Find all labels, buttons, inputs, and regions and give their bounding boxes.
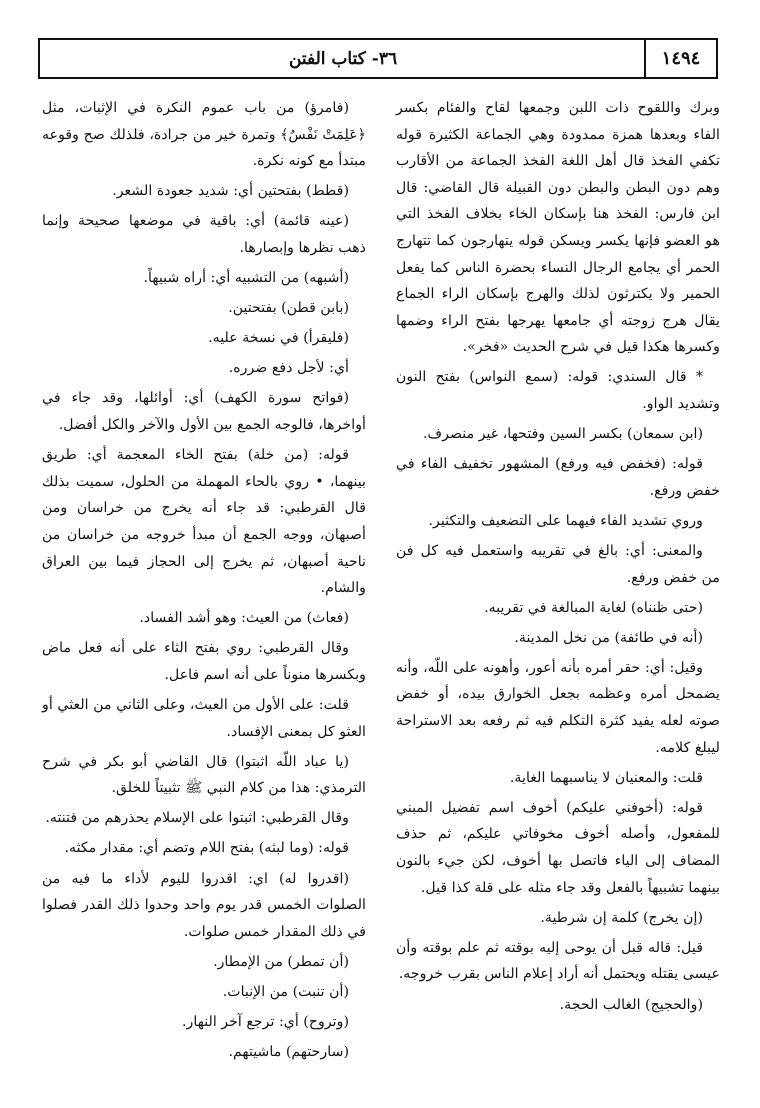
page-header — [38, 38, 718, 79]
paragraph: (قطط) بفتحتين أي: شديد جعودة الشعر. — [112, 183, 349, 200]
paragraph: (إن يخرج) كلمة إن شرطية. — [540, 909, 703, 926]
paragraph: وقال القرطبي: روي بفتح الثاء على أنه فعل ماض وبكسرها منوناً على أنه اسم فاعل. — [42, 640, 366, 683]
paragraph: (فليقرأ) في نسخة عليه. — [208, 330, 349, 347]
paragraph: (عينه قائمة) أي: باقية في موضعها صحيحة وإنما ذهب نظرها وإبصارها. — [42, 213, 366, 256]
paragraph: قوله: (فخفض فيه ورفع) المشهور تخفيف الفاء في خفض ورفع. — [396, 456, 720, 499]
paragraph: وقال القرطبي: اثبتوا على الإسلام يحذرهم من فتنته. — [45, 810, 349, 827]
paragraph: والمعنى: أي: بالغ في تقريبه واستعمل فيه كل فن من خفض ورفع. — [396, 543, 720, 586]
paragraph: (أنه في طائفة) من نخل المدينة. — [514, 629, 703, 646]
paragraph: (بابن قطن) بفتحتين. — [228, 300, 349, 317]
paragraph: (فواتح سورة الكهف) أي: أوائلها، وقد جاء في أواخرها، فالوجه الجمع بين الأول والآخر والكل أفضل. — [42, 390, 366, 434]
paragraph: (والحجيج) الغالب الحجة. — [559, 996, 703, 1013]
paragraph: (يا عباد اللّه اثبتوا) قال القاضي أبو بكر في شرح الترمذي: هذا من كلام النبي ﷺ تثبيتاً للخلق. — [42, 753, 366, 797]
paragraph: قيل: قاله قبل أن يوحى إليه بوقته ثم علم بوقته وأن عيسى يقتله ويحتمل أنه أراد إعلام الناس بقرب خروجه. — [396, 939, 720, 983]
paragraph: أي: لأجل دفع ضرره. — [228, 360, 349, 377]
paragraph: (وتروح) أي: ترجع آخر النهار. — [182, 1014, 349, 1030]
chapter-title: ٣٦- كتاب الفتن — [288, 48, 398, 69]
right-text-column — [396, 95, 720, 1022]
paragraph: قوله: (أخوفني عليكم) أخوف اسم تفضيل المبني للمفعول، وأصله أخوف مخوفاتي عليكم، ثم حذف المضاف إلى الياء فاتصل بها أخوف، لكن جيء بالنون بينهما تشبيهاً بالفعل وقد جاء مثله على قلة كذا قيل. — [396, 799, 720, 896]
paragraph: (أن تنبت) من الإنبات. — [222, 983, 349, 1000]
page-number: ١٤٩٤ — [644, 40, 716, 77]
paragraph: وبرك واللقوح ذات اللبن وجمعها لقاح والفئام بكسر الفاء وبعدها همزة ممدودة وهي الجماعة الكثيرة قوله تكفي الفخذ قال أهل اللغة الفخذ الجماعة من الأقارب وهم دون البطن والبطن دون القبيلة قال القاضي: قال ابن فارس: الفخذ هنا بإسكان الخاء بخلاف الفخذ التي هو العضو فإنها يكسر ويسكن قوله يتهارجون كما تتهارج الحمر أي يجامع الرجال النساء بحضرة الناس كما يفعل الحمير ولا يكترثون لذلك والهرج بإسكان الراء الجماع يقال هرج زوجته أي جامعها يهرجها بفتح الراء وضمها وكسرها هكذا قيل في شرح الحديث «فخر». — [396, 100, 720, 356]
paragraph: قوله: (وما لبثه) بفتح اللام وتضم أي: مقدار مكثه. — [64, 840, 349, 857]
left-text-column — [42, 95, 366, 1069]
paragraph: قلت: على الأول من العيث، وعلى الثاني من العثي أو العثو كل بمعنى الإفساد. — [42, 696, 366, 740]
paragraph: وروي تشديد الفاء فيهما على التضعيف والتكثير. — [428, 512, 703, 529]
paragraph: (أن تمطر) من الإمطار. — [213, 953, 349, 970]
paragraph: * قال السندي: قوله: (سمع النواس) بفتح النون وتشديد الواو. — [396, 369, 720, 413]
paragraph: (اقدروا له) اي: اقدروا لليوم لأداء ما فيه من الصلوات الخمس قدر يوم واحد وحدوا ذلك القدر فصلوا في ذلك المقدار خمس صلوات. — [42, 870, 366, 940]
paragraph: (فعاث) من العيث: وهو أشد الفساد. — [139, 610, 349, 627]
paragraph: قوله: (من خلة) بفتح الخاء المعجمة أي: طريق بينهما، • روي بالحاء المهملة من الحلول، سميت بذلك قال القرطبي: قد جاء أنه يخرج من خراسان ومن أصبهان، ووجه الجمع أن مبدأ خروجه من خراسان من ناحية أصبهان، ثم يخرج إلى الحجاز فيما بين العراق والشام. — [42, 447, 366, 597]
paragraph: (فامرؤ) من باب عموم النكرة في الإثبات، مثل ﴿عَلِمَتْ نَفْسٌ﴾ وتمرة خير من جرادة، فلذلك صح وقوعه مبتدأ مع كونه نكرة. — [42, 100, 366, 170]
paragraph: (ابن سمعان) بكسر السين وفتحها، غير منصرف. — [422, 426, 703, 443]
paragraph: وقيل: أي: حقر أمره بأنه أعور، وأهونه على اللّه، وأنه يضمحل أمره وعظمه بجعل الخوارق بيده، أو خفض صوته لعله يفيد كثرة التكلم فيه ثم رفعه بعد الاستراحة ليبلغ كلامه. — [396, 659, 720, 756]
paragraph: (أشبهه) من التشبيه أي: أراه شبيهاً. — [143, 270, 349, 287]
paragraph: (سارحتهم) ماشيتهم. — [228, 1044, 349, 1061]
paragraph: (حتى ظنناه) لغاية المبالغة في تقريبه. — [484, 599, 703, 616]
paragraph: قلت: والمعنيان لا يناسبهما الغاية. — [509, 769, 703, 786]
